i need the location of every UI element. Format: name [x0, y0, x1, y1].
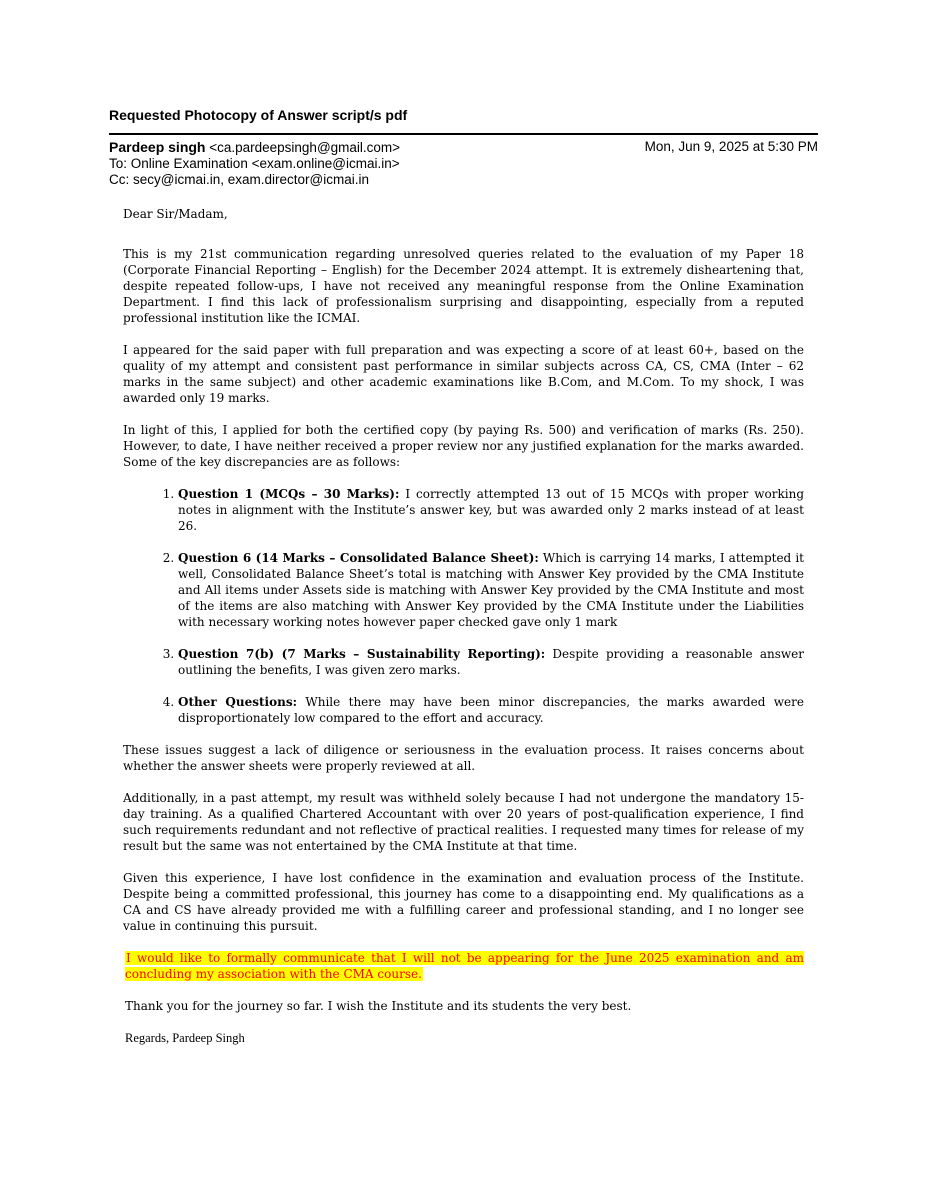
paragraph-3: In light of this, I applied for both the certified copy (by paying Rs. 500) and verification of marks (Rs. 250). However, to date, I have neither received a proper review nor any justified explanation for the marks awarded. Some of the key discrepancies are as follows:	[123, 423, 804, 469]
list-item-text: While there may have been minor discrepancies, the marks awarded were disproportionately low compared to the effort and accuracy.	[178, 695, 804, 725]
sent-date: Mon, Jun 9, 2025 at 5:30 PM	[644, 139, 818, 154]
list-item-text: Which is carrying 14 marks, I attempted it well, Consolidated Balance Sheet’s total is matching with Answer Key provided by the CMA Institute and All items under Assets side is matching with Answer Key provided by the CMA Institute and most of the items are also matching with Answer Key provided by the CMA Institute under the Liabilities with necessary working notes however paper checked gave only 1 mark	[178, 551, 804, 629]
paragraph-6: Given this experience, I have lost confidence in the examination and evaluation process of the Institute. Despite being a committed professional, this journey has come to a disappointing end. My qualifications as a CA and CS have already provided me with a fulfilling career and professional standing, and I no longer see value in continuing this pursuit.	[123, 871, 804, 933]
email-body	[123, 206, 804, 1046]
from-row	[109, 139, 818, 156]
highlighted-paragraph	[125, 950, 804, 982]
list-item	[178, 550, 804, 630]
discrepancy-list	[123, 486, 804, 726]
list-item-text: Despite providing a reasonable answer outlining the benefits, I was given zero marks.	[178, 647, 804, 677]
list-item-title: Other Questions:	[178, 695, 298, 709]
thanks-line: Thank you for the journey so far. I wish the Institute and its students the very best.	[125, 999, 632, 1013]
list-item-text: I correctly attempted 13 out of 15 MCQs with proper working notes in alignment with the Institute’s answer key, but was awarded only 2 marks instead of at least 26.	[178, 487, 804, 533]
paragraph-1: This is my 21st communication regarding unresolved queries related to the evaluation of my Paper 18 (Corporate Financial Reporting – English) for the December 2024 attempt. It is extremely disheartening that, despite repeated follow-ups, I have not received any meaningful response from the Online Examination Department. I find this lack of professionalism surprising and disappointing, especially from a reputed professional institution like the ICMAI.	[123, 247, 804, 325]
list-item	[178, 486, 804, 534]
list-item-title: Question 1 (MCQs – 30 Marks):	[178, 487, 400, 501]
to-line: To: Online Examination <exam.online@icmai.in>	[109, 156, 400, 171]
sender-name: Pardeep singh	[109, 139, 206, 155]
email-subject: Requested Photocopy of Answer script/s pdf	[109, 107, 408, 123]
paragraph-4: These issues suggest a lack of diligence or seriousness in the evaluation process. It raises concerns about whether the answer sheets were properly reviewed at all.	[123, 743, 804, 773]
list-item	[178, 646, 804, 678]
list-item-title: Question 6 (14 Marks – Consolidated Balance Sheet):	[178, 551, 539, 565]
highlighted-text: I would like to formally communicate that I will not be appearing for the June 2025 examination and am concluding my association with the CMA course.	[125, 951, 804, 981]
cc-line: Cc: secy@icmai.in, exam.director@icmai.in	[109, 172, 369, 187]
paragraph-2: I appeared for the said paper with full preparation and was expecting a score of at least 60+, based on the quality of my attempt and consistent past performance in similar subjects across CA, CS, CMA (Inter – 62 marks in the same subject) and other academic examinations like B.Com, and M.Com. To my shock, I was awarded only 19 marks.	[123, 343, 804, 405]
from-line	[109, 139, 400, 156]
email-header	[109, 139, 818, 188]
list-item-title: Question 7(b) (7 Marks – Sustainability Reporting):	[178, 647, 546, 661]
paragraph-5: Additionally, in a past attempt, my result was withheld solely because I had not undergone the mandatory 15-day training. As a qualified Chartered Accountant with over 20 years of post-qualification experience, I find such requirements redundant and not reflective of practical realities. I requested many times for release of my result but the same was not entertained by the CMA Institute at that time.	[123, 791, 804, 853]
signoff: Regards, Pardeep Singh	[125, 1031, 245, 1045]
list-item	[178, 694, 804, 726]
sender-email: <ca.pardeepsingh@gmail.com>	[209, 140, 401, 155]
header-divider	[109, 133, 818, 135]
salutation: Dear Sir/Madam,	[123, 207, 228, 221]
